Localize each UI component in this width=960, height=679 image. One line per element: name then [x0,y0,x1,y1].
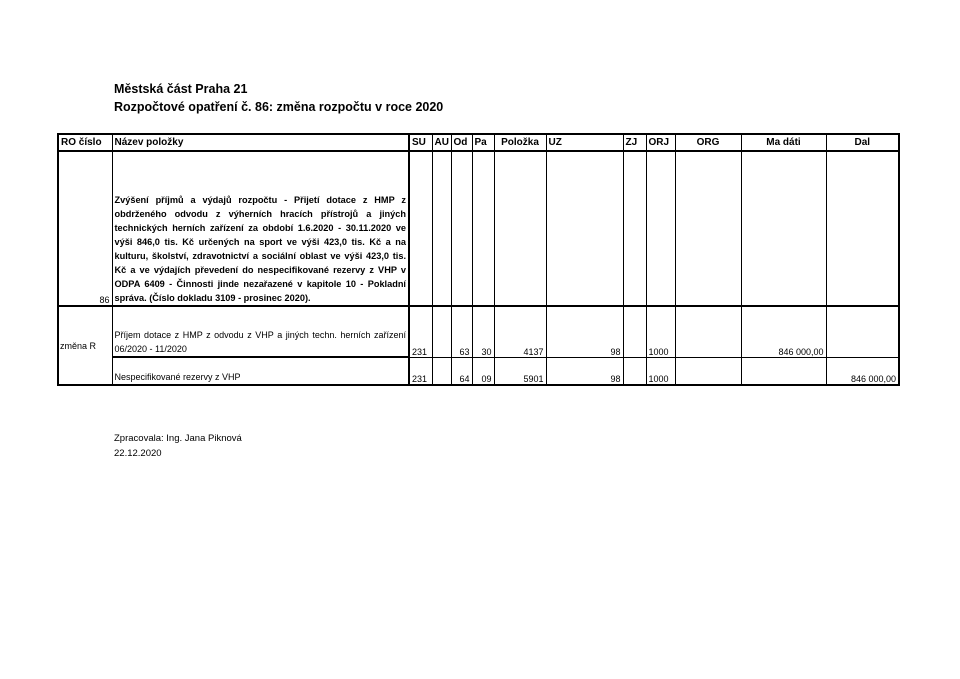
cell-su: 231 [409,306,432,357]
row-description: Příjem dotace z HMP z odvodu z VHP a jiných techn. herních zařízení 06/2020 - 11/2020 [112,306,409,357]
col-header-polozka: Položka [494,134,546,151]
cell-empty [409,151,432,306]
cell-org [675,306,741,357]
col-header-od: Od [451,134,472,151]
ro-number: 86 [58,151,112,306]
cell-dal [826,306,899,357]
col-header-ro-cislo: RO číslo [58,134,112,151]
row-description: Nespecifikované rezervy z VHP [112,357,409,385]
prepared-date: 22.12.2020 [114,448,162,459]
col-header-su: SU [409,134,432,151]
cell-ma-dati: 846 000,00 [741,306,826,357]
cell-zj [623,357,646,385]
cell-dal: 846 000,00 [826,357,899,385]
table-row-main [58,151,899,306]
cell-empty [451,151,472,306]
cell-su: 231 [409,357,432,385]
document-title: Rozpočtové opatření č. 86: změna rozpočtu v roce 2020 [114,100,444,114]
change-label: změna R [58,306,112,385]
col-header-uz: UZ [546,134,623,151]
cell-empty [826,151,899,306]
col-header-dal: Dal [826,134,899,151]
cell-empty [675,151,741,306]
cell-empty [494,151,546,306]
table-row [58,306,899,357]
cell-orj: 1000 [646,306,675,357]
cell-empty [432,151,451,306]
cell-polozka: 4137 [494,306,546,357]
cell-au [432,306,451,357]
col-header-orj: ORJ [646,134,675,151]
budget-table [57,133,900,386]
cell-zj [623,306,646,357]
col-header-pa: Pa [472,134,494,151]
cell-uz: 98 [546,357,623,385]
table-row [58,357,899,385]
cell-empty [646,151,675,306]
table-header-row [58,134,899,151]
municipality-title: Městská část Praha 21 [114,82,248,96]
cell-polozka: 5901 [494,357,546,385]
cell-od: 63 [451,306,472,357]
cell-pa: 09 [472,357,494,385]
cell-ma-dati [741,357,826,385]
col-header-org: ORG [675,134,741,151]
prepared-by: Zpracovala: Ing. Jana Piknová [114,433,242,444]
cell-empty [623,151,646,306]
cell-empty [472,151,494,306]
cell-orj: 1000 [646,357,675,385]
col-header-zj: ZJ [623,134,646,151]
cell-empty [741,151,826,306]
cell-uz: 98 [546,306,623,357]
cell-au [432,357,451,385]
cell-org [675,357,741,385]
col-header-nazev: Název položky [112,134,409,151]
col-header-ma-dati: Ma dáti [741,134,826,151]
cell-empty [546,151,623,306]
cell-pa: 30 [472,306,494,357]
col-header-au: AU [432,134,451,151]
main-description: Zvýšení příjmů a výdajů rozpočtu - Přijetí dotace z HMP z obdrženého odvodu z výherních hracích přístrojů a jiných technických herních zařízení za období 1.6.2020 - 30.11.2020 ve výši 846,0 tis. Kč určených na sport ve výši 423,0 tis. Kč a na kulturu, školství, zdravotnictví a sociální oblast ve výši 423,0 tis. Kč a ve výdajích převedení do nespecifikované rezervy z VHP v ODPA 6409 - Činnosti jinde nezařazené v kapitole 10 - Pokladní správa. (Číslo dokladu 3109 - prosinec 2020). [112,151,409,306]
cell-od: 64 [451,357,472,385]
